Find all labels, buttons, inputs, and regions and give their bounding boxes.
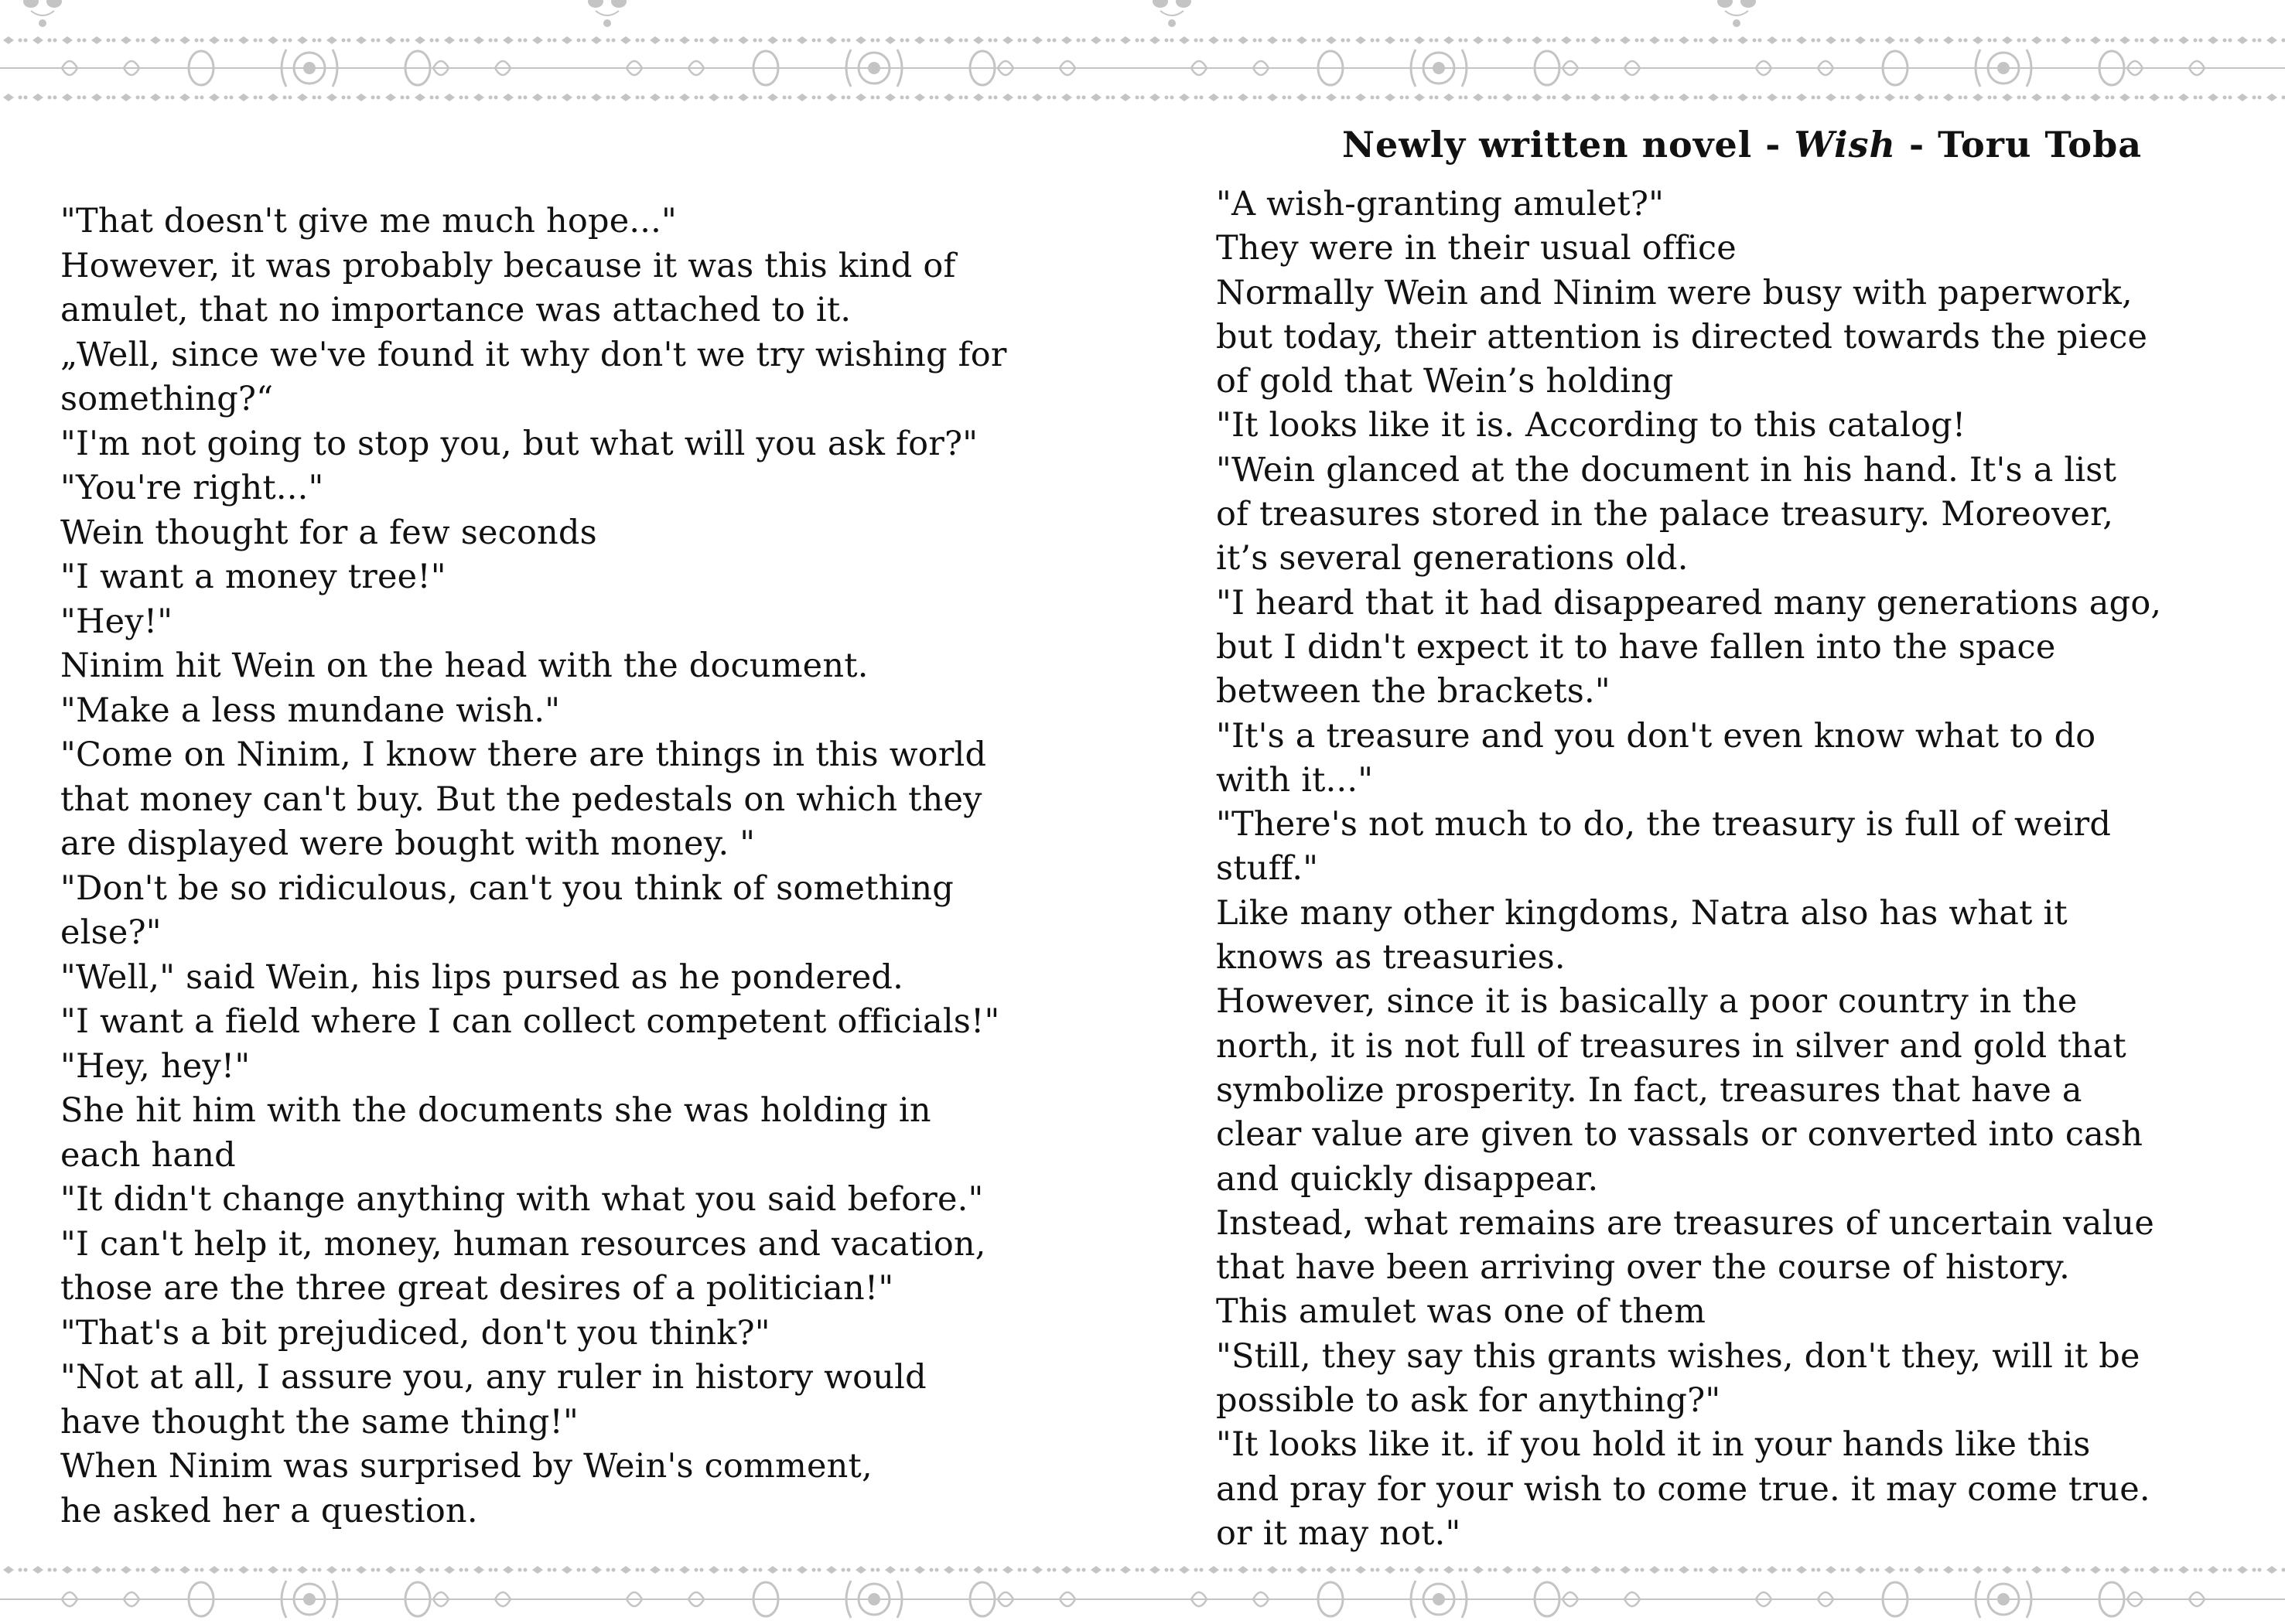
text-line: each hand bbox=[60, 1135, 236, 1175]
text-line: "Make a less mundane wish." bbox=[60, 691, 561, 730]
ornamental-border-bottom bbox=[0, 1562, 2285, 1624]
text-line: Ninim hit Wein on the head with the document. bbox=[60, 647, 869, 685]
text-line: They were in their usual office bbox=[1216, 229, 1737, 268]
text-line: between the brackets." bbox=[1216, 672, 1610, 711]
text-line: "It looks like it is. According to this catalog! bbox=[1216, 406, 1966, 445]
text-line: "I'm not going to stop you, but what will you ask for?" bbox=[60, 424, 979, 463]
pendant-row bbox=[23, 0, 1756, 27]
text-line: Instead, what remains are treasures of uncertain value bbox=[1216, 1203, 2154, 1243]
text-line: that have been arriving over the course of history. bbox=[1216, 1248, 2071, 1288]
text-line: and pray for your wish to come true. it may come true. bbox=[1216, 1469, 2150, 1509]
text-line: clear value are given to vassals or converted into cash bbox=[1216, 1115, 2143, 1155]
text-line: and quickly disappear. bbox=[1216, 1159, 1599, 1199]
ornamental-border-top bbox=[0, 0, 2285, 108]
title-suffix: - Toru Toba bbox=[1896, 124, 2143, 165]
text-line: "I can't help it, money, human resources and vacation, bbox=[60, 1224, 986, 1264]
text-line: he asked her a question. bbox=[60, 1491, 478, 1530]
text-line: "Hey, hey!" bbox=[60, 1046, 251, 1086]
text-line: „Well, since we've found it why don't we try wishing for bbox=[60, 335, 1007, 374]
text-line: "I want a field where I can collect competent officials!" bbox=[60, 1002, 1000, 1041]
text-line: "Wein glanced at the document in his hand. It's a list bbox=[1216, 450, 2117, 490]
text-line: "A wish-granting amulet?" bbox=[1216, 185, 1665, 223]
text-line: or it may not." bbox=[1216, 1513, 1461, 1553]
text-line: "You're right..." bbox=[60, 469, 324, 507]
ornament-pattern-bottom bbox=[0, 1562, 2285, 1624]
bead-row bbox=[3, 36, 2285, 44]
ornament-pattern-top bbox=[0, 0, 2285, 108]
text-line: She hit him with the documents she was holding in bbox=[60, 1091, 931, 1130]
title-prefix: Newly written novel - bbox=[1341, 124, 1795, 165]
text-line: that money can't buy. But the pedestals on which they bbox=[60, 780, 982, 819]
text-line: "Still, they say this grants wishes, don't they, will it be bbox=[1216, 1336, 2140, 1376]
text-line: "That doesn't give me much hope..." bbox=[60, 202, 677, 241]
text-line: north, it is not full of treasures in silver and gold that bbox=[1216, 1026, 2126, 1066]
text-line: stuff." bbox=[1216, 849, 1319, 889]
text-line: "There's not much to do, the treasury is full of weird bbox=[1216, 805, 2112, 844]
text-line: of gold that Wein’s holding bbox=[1216, 362, 1674, 401]
title-work: Wish bbox=[1794, 124, 1896, 165]
text-line: those are the three great desires of a politician!" bbox=[60, 1269, 894, 1308]
text-line: with it..." bbox=[1216, 760, 1374, 800]
text-line: "Well," said Wein, his lips pursed as he pondered. bbox=[60, 957, 903, 997]
text-line: Like many other kingdoms, Natra also has what it bbox=[1216, 893, 2068, 933]
bead-row bbox=[3, 94, 2285, 101]
page-title bbox=[1216, 124, 2268, 165]
text-line: it’s several generations old. bbox=[1216, 539, 1689, 578]
text-line: but I didn't expect it to have fallen into the space bbox=[1216, 627, 2056, 667]
text-line: knows as treasuries. bbox=[1216, 938, 1566, 977]
text-line: When Ninim was surprised by Wein's comment, bbox=[60, 1447, 873, 1486]
text-line: amulet, that no importance was attached to it. bbox=[60, 291, 852, 329]
text-line: Wein thought for a few seconds bbox=[60, 513, 597, 552]
text-line: possible to ask for anything?" bbox=[1216, 1381, 1721, 1421]
text-line: Normally Wein and Ninim were busy with paperwork, bbox=[1216, 273, 2133, 312]
text-line: have thought the same thing!" bbox=[60, 1402, 579, 1441]
text-line: This amulet was one of them bbox=[1216, 1292, 1706, 1332]
text-line: "It didn't change anything with what you said before." bbox=[60, 1180, 984, 1219]
left-page-text bbox=[60, 200, 1128, 1534]
text-line: "That's a bit prejudiced, don't you think?" bbox=[60, 1313, 770, 1353]
text-line: something?“ bbox=[60, 380, 274, 418]
text-line: "I heard that it had disappeared many generations ago, bbox=[1216, 583, 2162, 623]
text-line: However, since it is basically a poor country in the bbox=[1216, 982, 2078, 1022]
text-line: else?" bbox=[60, 913, 162, 952]
bead-row bbox=[3, 1566, 2285, 1574]
vine-row bbox=[0, 49, 2285, 87]
text-line: symbolize prosperity. In fact, treasures that have a bbox=[1216, 1070, 2082, 1110]
text-line: "Not at all, I assure you, any ruler in history would bbox=[60, 1358, 927, 1397]
text-line: "It's a treasure and you don't even know what to do bbox=[1216, 716, 2096, 756]
text-line: of treasures stored in the palace treasury. Moreover, bbox=[1216, 495, 2114, 534]
right-page-text bbox=[1216, 183, 2268, 1556]
text-line: "It looks like it. if you hold it in your hands like this bbox=[1216, 1425, 2091, 1465]
text-line: "Don't be so ridiculous, can't you think of something bbox=[60, 868, 955, 908]
text-line: are displayed were bought with money. " bbox=[60, 824, 756, 863]
text-line: "Hey!" bbox=[60, 602, 173, 641]
vine-row bbox=[0, 1581, 2285, 1618]
text-line: However, it was probably because it was this kind of bbox=[60, 246, 956, 285]
text-line: but today, their attention is directed towards the piece bbox=[1216, 317, 2148, 357]
text-line: "Come on Ninim, I know there are things in this world bbox=[60, 735, 987, 774]
text-line: "I want a money tree!" bbox=[60, 558, 446, 596]
